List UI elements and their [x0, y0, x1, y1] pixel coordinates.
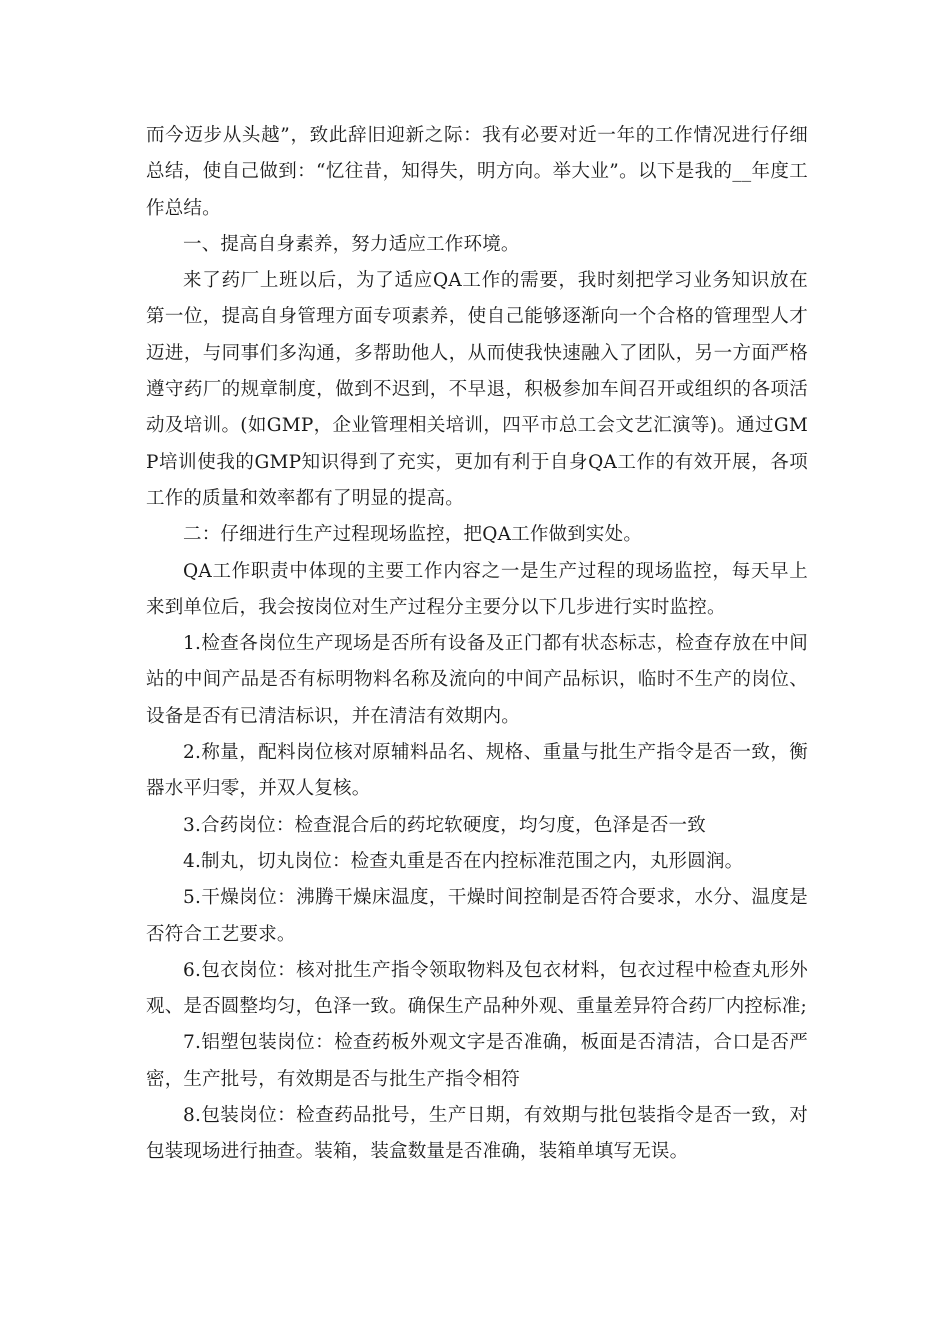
section-heading-1: 一、提高自身素养，努力适应工作环境。 [183, 233, 520, 255]
list-item-1: 1.检查各岗位生产现场是否所有设备及正门都有状态标志，检查存放在中间站的中间产品是否有标明物料名称及流向的中间产品标识，临时不生产的岗位、设备是否有已清洁标识，并在清洁有效期内。 [146, 633, 808, 727]
paragraph-section-1: 来了药厂上班以后，为了适应QA工作的需要，我时刻把学习业务知识放在第一位，提高自身管理方面专项素养，使自己能够逐渐向一个合格的管理型人才迈进，与同事们多沟通，多帮助他人，从而使我快速融入了团队，另一方面严格遵守药厂的规章制度，做到不迟到，不早退，积极参加车间召开或组织的各项活动及培训。(如GMP，企业管理相关培训，四平市总工会文艺汇演等)。通过GMP培训使我的GMP知识得到了充实，更加有利于自身QA工作的有效开展，各项工作的质量和效率都有了明显的提高。 [146, 270, 808, 509]
document-body [146, 118, 808, 1171]
section-heading-2: 二：仔细进行生产过程现场监控，把QA工作做到实处。 [183, 524, 643, 546]
list-item-7: 7.铝塑包装岗位：检查药板外观文字是否准确，板面是否清洁，合口是否严密，生产批号，有效期是否与批生产指令相符 [146, 1032, 808, 1090]
list-item-4: 4.制丸，切丸岗位：检查丸重是否在内控标准范围之内，丸形圆润。 [183, 850, 744, 872]
paragraph-intro: 而今迈步从头越”，致此辞旧迎新之际：我有必要对近一年的工作情况进行仔细总结，使自己做到：“忆往昔，知得失，明方向。举大业”。以下是我的__年度工作总结。 [146, 125, 808, 219]
list-item-5: 5.干燥岗位：沸腾干燥床温度，干燥时间控制是否符合要求，水分、温度是否符合工艺要求。 [146, 887, 808, 945]
list-item-2: 2.称量，配料岗位核对原辅料品名、规格、重量与批生产指令是否一致，衡器水平归零，并双人复核。 [146, 742, 808, 800]
list-item-8: 8.包装岗位：检查药品批号，生产日期，有效期与批包装指令是否一致，对包装现场进行抽查。装箱，装盒数量是否准确，装箱单填写无误。 [146, 1105, 808, 1163]
list-item-3: 3.合药岗位：检查混合后的药坨软硬度，均匀度，色泽是否一致 [183, 814, 706, 836]
list-item-6: 6.包衣岗位：核对批生产指令领取物料及包衣材料，包衣过程中检查丸形外观、是否圆整均匀，色泽一致。确保生产品种外观、重量差异符合药厂内控标准; [146, 959, 808, 1018]
paragraph-section-2: QA工作职责中体现的主要工作内容之一是生产过程的现场监控，每天早上来到单位后，我会按岗位对生产过程分主要分以下几步进行实时监控。 [146, 560, 808, 618]
